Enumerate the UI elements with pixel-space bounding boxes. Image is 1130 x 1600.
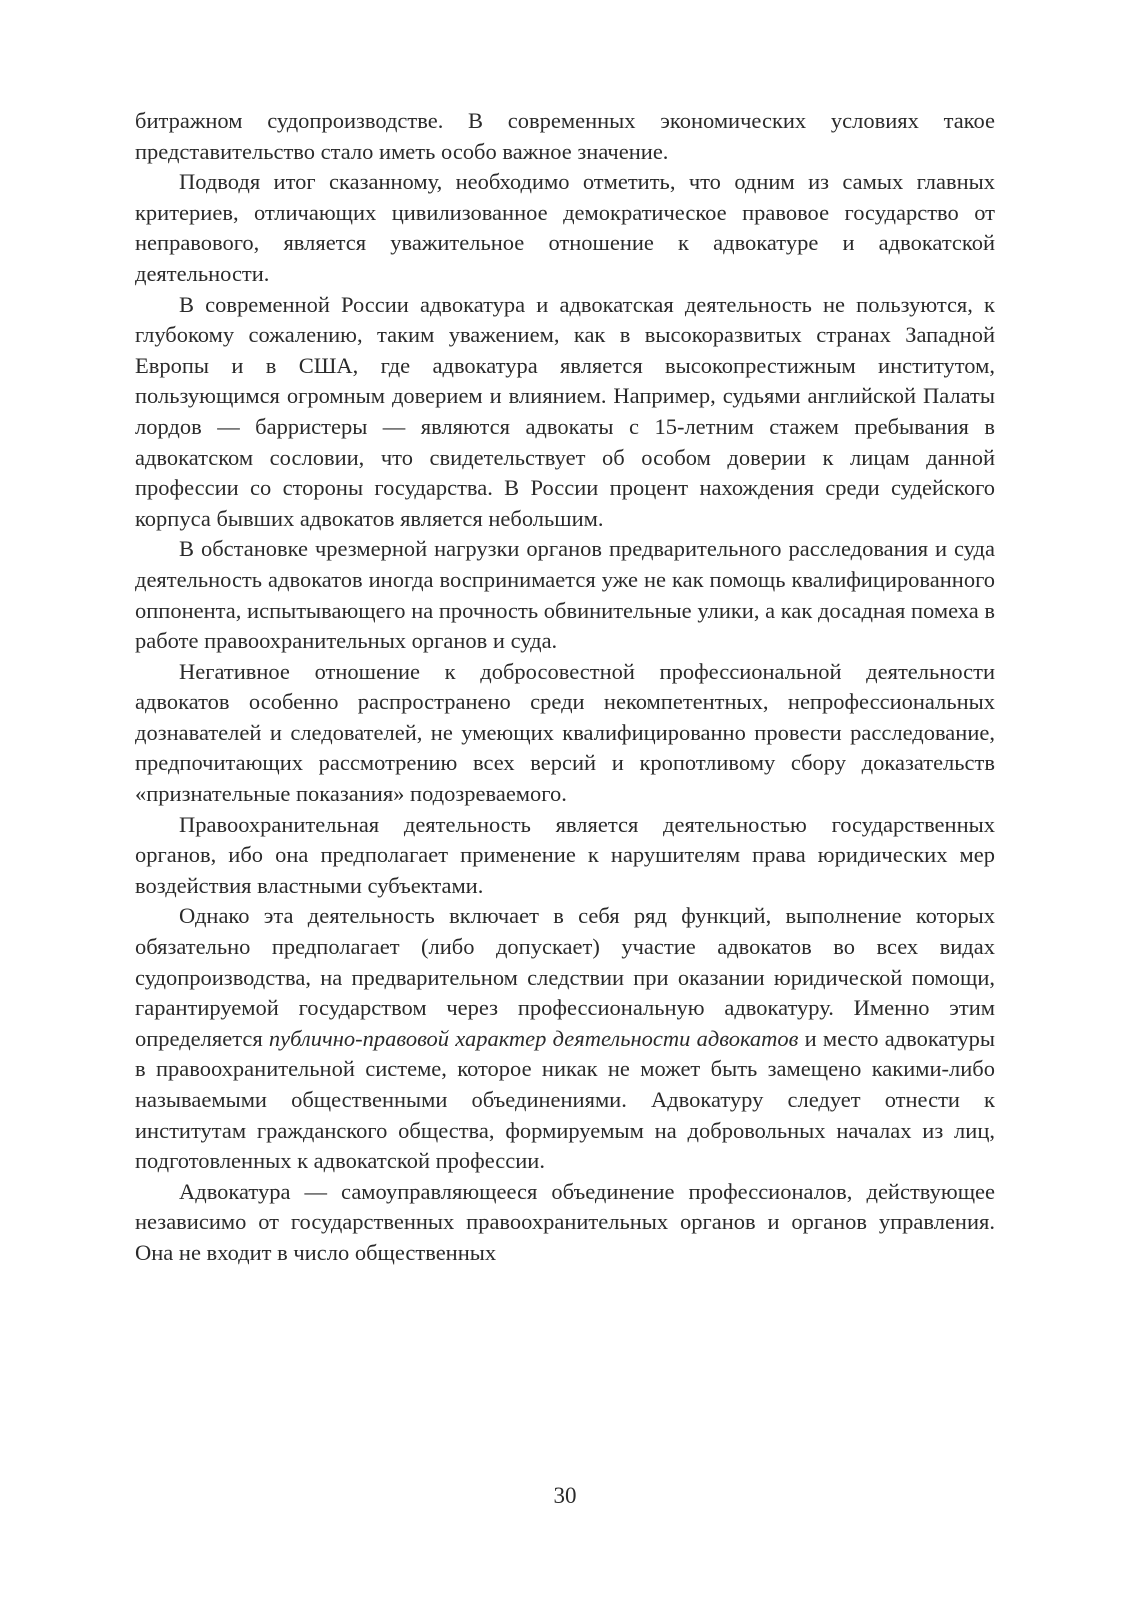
paragraph-6: Правоохранительная деятельность является деятельностью государственных органов, ибо она предполагает применение к нарушителям права юридических мер воздействия властными субъектами. <box>135 811 995 898</box>
italic-emphasis: публично-правовой характер деятельности адвокатов <box>268 1025 799 1051</box>
paragraph-3: В современной России адвокатура и адвокатская деятельность не пользуются, к глубокому сожалению, таким уважением, как в высокоразвитых странах Западной Европы и в США, где адвокатура является высокопрестижным институтом, пользующимся огромным доверием и влиянием. Например, судьями английской Палаты лордов — барристеры — являются адвокаты с 15-летним стажем пребывания в адвокатском сословии, что свидетельствует об особом доверии к лицам данной профессии со стороны государства. В России процент нахождения среди судейского корпуса бывших адвокатов является небольшим. <box>135 291 995 531</box>
body-text <box>135 106 995 1269</box>
paragraph-1: битражном судопроизводстве. В современных экономических условиях такое представительство стало иметь особо важное значение. <box>135 108 995 164</box>
paragraph-8: Адвокатура — самоуправляющееся объединение профессионалов, действующее независимо от государственных правоохранительных органов и органов управления. Она не входит в число общественных <box>135 1178 995 1265</box>
paragraph-7-end: и место адвокатуры в правоохранительной системе, которое никак не может быть замещено какими-либо называемыми общественными объединениями. Адвокатуру следует отнести к институтам гражданского общества, формируемым на добровольных началах из лиц, подготовленных к адвокатской профессии. <box>135 1025 995 1174</box>
page-number: 30 <box>553 1483 577 1508</box>
paragraph-4: В обстановке чрезмерной нагрузки органов предварительного расследования и суда деятельность адвокатов иногда воспринимается уже не как помощь квалифицированного оппонента, испытывающего на прочность обвинительные улики, а как досадная помеха в работе правоохранительных органов и суда. <box>135 536 995 654</box>
paragraph-7 <box>135 901 995 1176</box>
paragraph-2: Подводя итог сказанному, необходимо отметить, что одним из самых главных критериев, отличающих цивилизованное демократическое правовое государство от неправового, является уважительное отношение к адвокатуре и адвокатской деятельности. <box>135 169 995 286</box>
paragraph-7-start: Однако эта деятельность включает в себя ряд функций, выполнение которых обязательно предполагает (либо допускает) участие адвокатов во всех видах судопроизводства, на предварительном следствии при оказании юридической помощи, гарантируемой государством через профессиональную адвокатуру. Именно этим определяется <box>135 903 995 1051</box>
paragraph-5: Негативное отношение к добросовестной профессиональной деятельности адвокатов особенно распространено среди некомпетентных, непрофессиональных дознавателей и следователей, не умеющих квалифицированно провести расследование, предпочитающих рассмотрению всех версий и кропотливому сбору доказательств «признательные показания» подозреваемого. <box>135 658 995 807</box>
